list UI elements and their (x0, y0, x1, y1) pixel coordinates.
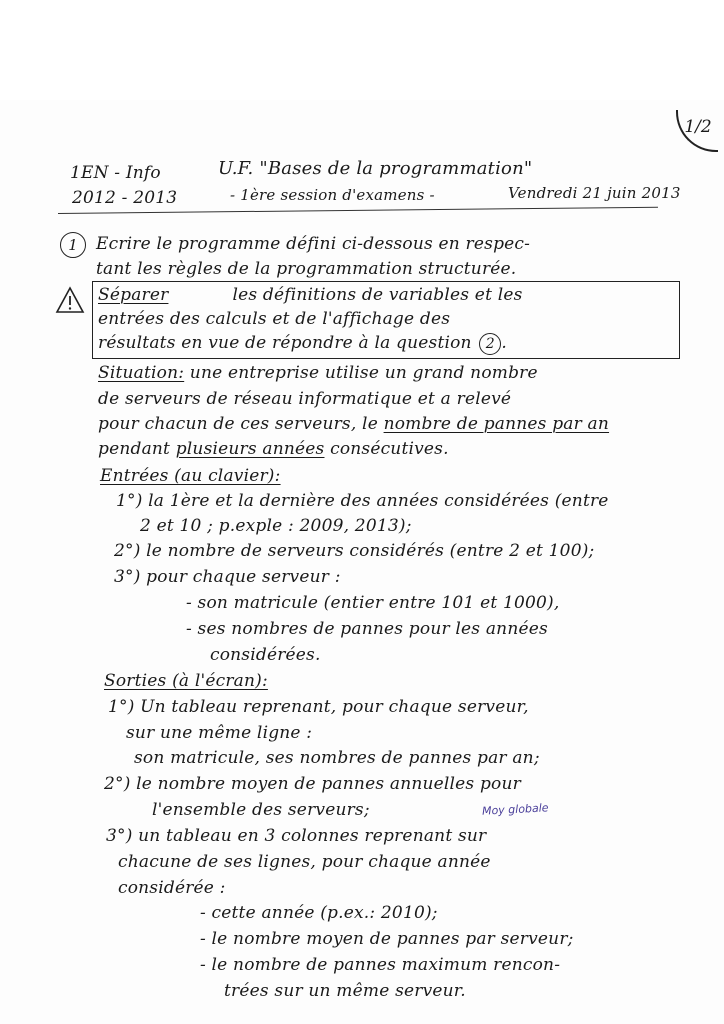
outputs-item3-line1: 3°) un tableau en 3 colonnes reprenant sur (106, 826, 487, 846)
inputs-item3-b-line1: - ses nombres de pannes pour les années (186, 619, 548, 639)
situation-text3a: pour chacun de ces serveurs, le (98, 414, 378, 434)
box-line1 (98, 285, 523, 305)
handwritten-note: Moy globale (481, 801, 549, 818)
situation-line1 (98, 363, 538, 383)
outputs-item1-line1: 1°) Un tableau reprenant, pour chaque serveur, (108, 697, 529, 717)
outputs-item3-line3: considérée : (118, 878, 226, 898)
course-title: U.F. "Bases de la programmation" (218, 158, 533, 179)
top-margin (0, 0, 724, 100)
outputs-item2-line1: 2°) le nombre moyen de pannes annuelles pour (104, 774, 521, 794)
situation-text1: une entreprise utilise un grand nombre (189, 363, 538, 383)
exam-date: Vendredi 21 juin 2013 (508, 184, 681, 202)
situation-line3 (98, 414, 609, 434)
inputs-title: Entrées (au clavier): (100, 466, 281, 486)
page-number: 1/2 (676, 110, 718, 152)
outputs-item3-c-line2: trées sur un même serveur. (224, 981, 466, 1001)
warning-icon (55, 286, 85, 314)
inputs-item1-line2: 2 et 10 ; p.exple : 2009, 2013); (140, 516, 412, 536)
box-line3-end: . (501, 333, 507, 353)
inputs-item3-b-line2: considérées. (210, 645, 321, 665)
question-number-circle: 1 (60, 232, 86, 258)
question-ref-circle: 2 (479, 333, 501, 355)
outputs-item3-c-line1: - le nombre de pannes maximum rencon- (200, 955, 561, 975)
situation-text4c: consécutives. (330, 439, 449, 459)
inputs-item3-a: - son matricule (entier entre 101 et 1000), (186, 593, 560, 613)
outputs-item3-b: - le nombre moyen de pannes par serveur; (200, 929, 574, 949)
inputs-item2: 2°) le nombre de serveurs considérés (entre 2 et 100); (114, 541, 595, 561)
outputs-item2-line2: l'ensemble des serveurs; (152, 800, 370, 820)
inputs-item1-line1: 1°) la 1ère et la dernière des années considérées (entre (116, 491, 609, 511)
outputs-item3-a: - cette année (p.ex.: 2010); (200, 903, 438, 923)
situation-line4 (98, 439, 449, 459)
situation-label: Situation: (98, 363, 185, 383)
situation-text3b: nombre de pannes par an (383, 414, 610, 434)
inputs-item3: 3°) pour chaque serveur : (114, 567, 341, 587)
school-label: 1EN - Info (70, 163, 161, 183)
box-line1-rest: les définitions de variables et les (232, 285, 523, 305)
session-label: - 1ère session d'examens - (230, 186, 435, 204)
question1-line1: Ecrire le programme défini ci-dessous en respec- (96, 234, 531, 254)
outputs-title: Sorties (à l'écran): (104, 671, 268, 691)
outputs-item3-line2: chacune de ses lignes, pour chaque année (118, 852, 491, 872)
situation-line2: de serveurs de réseau informatique et a relevé (98, 389, 512, 409)
situation-text4b: plusieurs années (175, 439, 325, 459)
box-line3 (98, 333, 507, 355)
box-emphasis-word: Séparer (98, 285, 169, 305)
box-line3-text: résultats en vue de répondre à la question (98, 333, 472, 353)
box-line2: entrées des calculs et de l'affichage des (98, 309, 451, 329)
outputs-item1-line2: sur une même ligne : (126, 723, 313, 743)
school-years: 2012 - 2013 (72, 188, 178, 208)
situation-text4a: pendant (98, 439, 171, 459)
outputs-item1-line3: son matricule, ses nombres de pannes par an; (134, 748, 540, 768)
question1-line2: tant les règles de la programmation structurée. (96, 259, 517, 279)
